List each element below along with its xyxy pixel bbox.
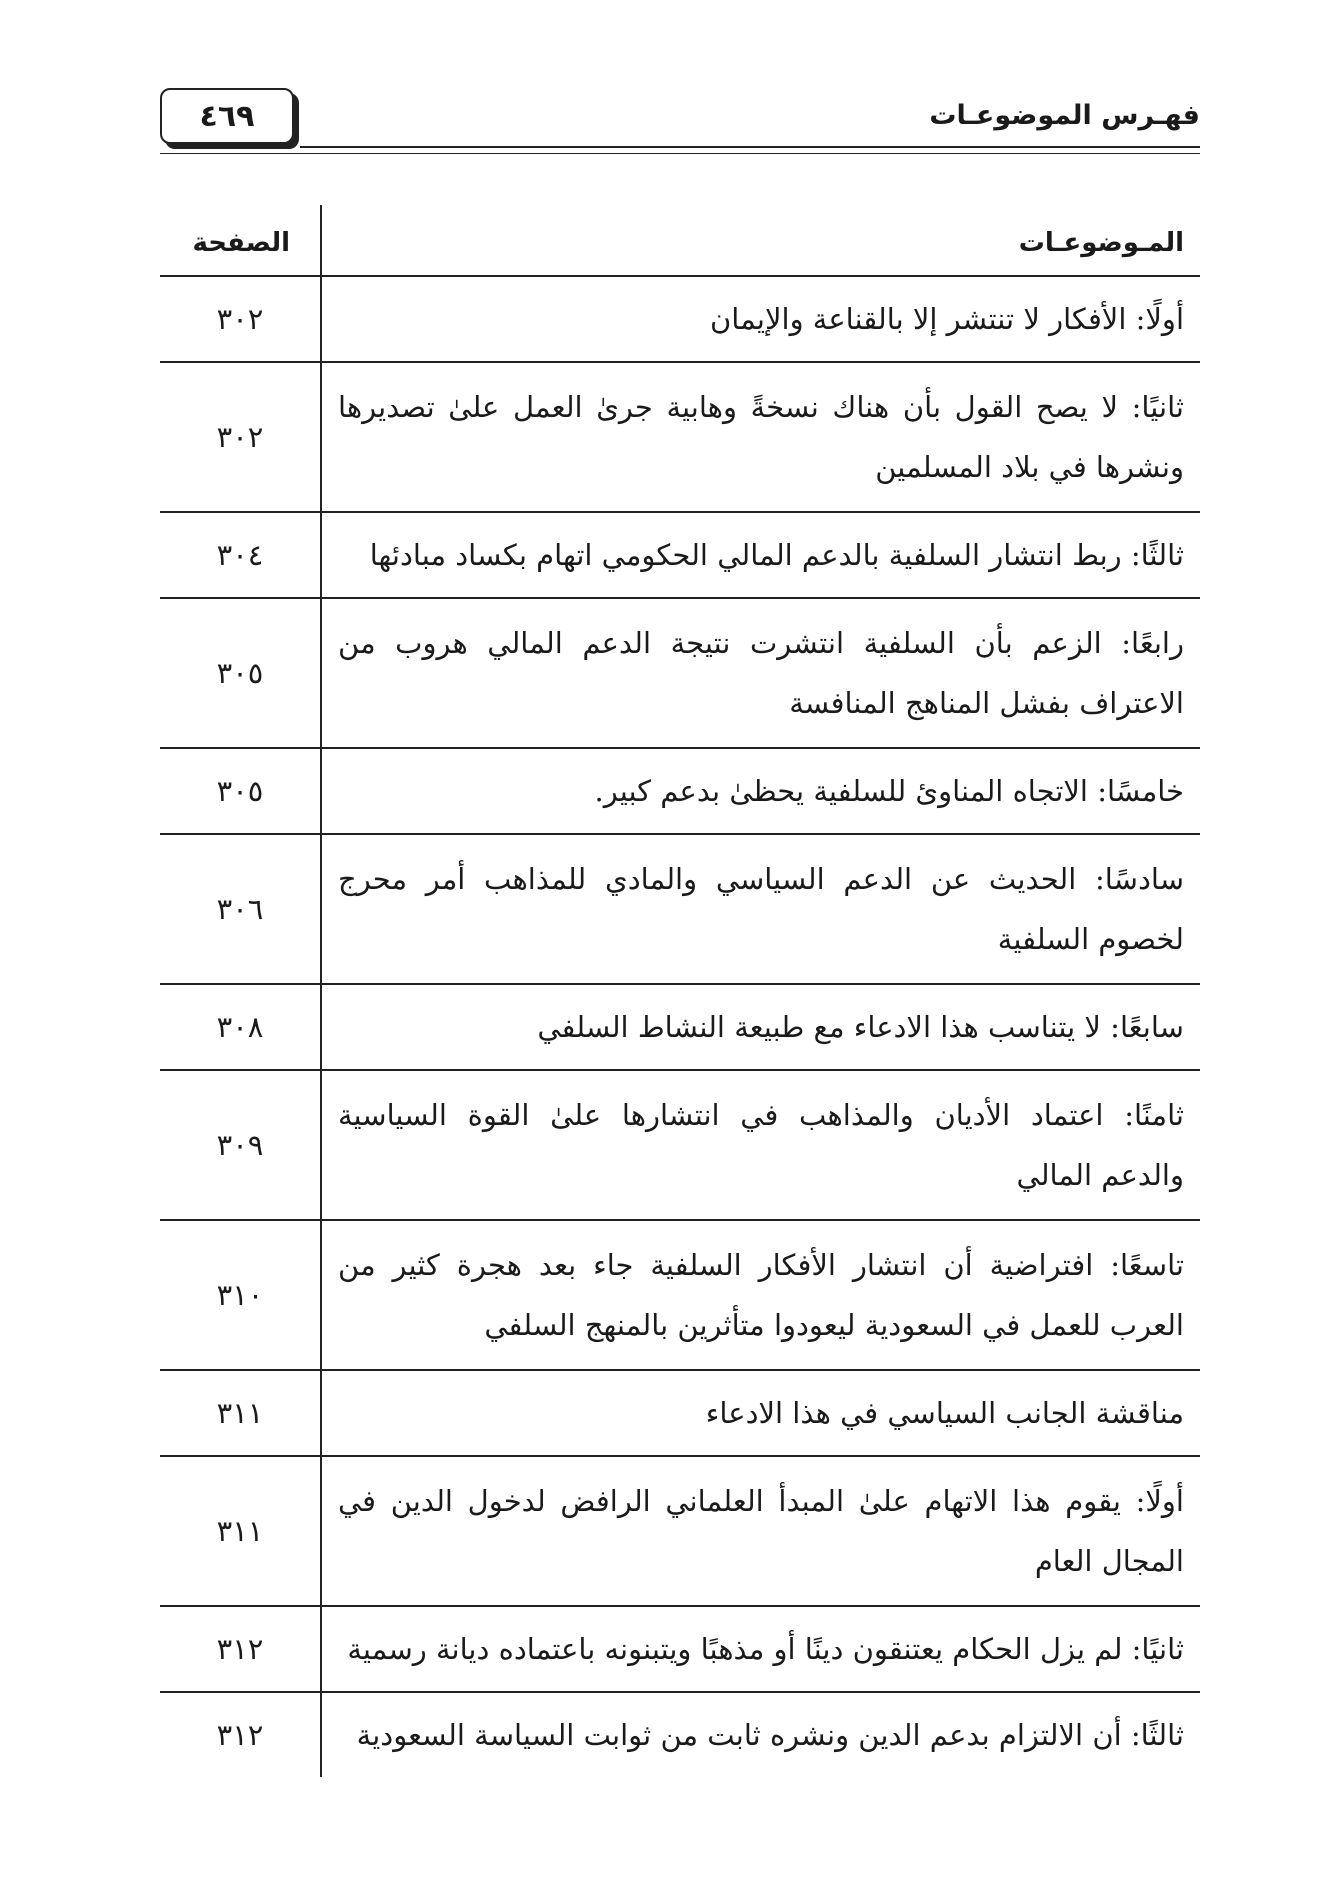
table-row: [160, 985, 1200, 1071]
toc-page: ٣٠٥: [216, 656, 264, 690]
toc-header-topics: المـوضوعـات: [320, 205, 1200, 275]
toc-page: ٣٠٥: [216, 774, 264, 808]
toc-page: ٣١٢: [216, 1632, 264, 1666]
toc-topic: أولًا: الأفكار لا تنتشر إلا بالقناعة والإيمان: [320, 277, 1200, 361]
toc-topic: ثالثًا: ربط انتشار السلفية بالدعم المالي الحكومي اتهام بكساد مبادئها: [320, 513, 1200, 597]
toc-topic: ثالثًا: أن الالتزام بدعم الدين ونشره ثابت من ثوابت السياسة السعودية: [320, 1693, 1200, 1777]
toc-topic: خامسًا: الاتجاه المناوئ للسلفية يحظىٰ بدعم كبير.: [320, 749, 1200, 833]
table-row: [160, 1221, 1200, 1371]
toc-page: ٣١١: [216, 1396, 264, 1430]
running-header: [160, 88, 1200, 158]
toc-topic: ثانيًا: لم يزل الحكام يعتنقون دينًا أو مذهبًا ويتبنونه باعتماده ديانة رسمية: [320, 1607, 1200, 1691]
toc-page: ٣١٠: [216, 1278, 264, 1312]
table-row: [160, 1693, 1200, 1777]
page-number-box: [160, 88, 294, 144]
toc-topic: ثامنًا: اعتماد الأديان والمذاهب في انتشارها علىٰ القوة السياسية والدعم المالي: [320, 1071, 1200, 1219]
page-number: ٤٦٩: [199, 98, 255, 134]
toc-page: ٣٠٦: [216, 892, 264, 926]
toc-topic: تاسعًا: افتراضية أن انتشار الأفكار السلفية جاء بعد هجرة كثير من العرب للعمل في السعودية ليعودوا متأثرين بالمنهج السلفي: [320, 1221, 1200, 1369]
toc-topic: مناقشة الجانب السياسي في هذا الادعاء: [320, 1371, 1200, 1455]
toc-topic: سادسًا: الحديث عن الدعم السياسي والمادي للمذاهب أمر محرج لخصوم السلفية: [320, 835, 1200, 983]
toc-table: [160, 205, 1200, 1777]
table-row: [160, 277, 1200, 363]
table-row: [160, 1457, 1200, 1607]
table-row: [160, 835, 1200, 985]
running-header-title: فهـرس الموضوعـات: [929, 100, 1200, 131]
table-row: [160, 1607, 1200, 1693]
toc-page: ٣٠٨: [216, 1010, 264, 1044]
toc-topic: سابعًا: لا يتناسب هذا الادعاء مع طبيعة النشاط السلفي: [320, 985, 1200, 1069]
toc-page: ٣١١: [216, 1514, 264, 1548]
toc-page: ٣٠٩: [216, 1128, 264, 1162]
toc-page: ٣٠٢: [216, 420, 264, 454]
header-rule: [300, 146, 1200, 148]
toc-topic: أولًا: يقوم هذا الاتهام علىٰ المبدأ العلماني الرافض لدخول الدين في المجال العام: [320, 1457, 1200, 1605]
toc-header-row: [160, 205, 1200, 277]
toc-topic: ثانيًا: لا يصح القول بأن هناك نسخةً وهابية جرىٰ العمل علىٰ تصديرها ونشرها في بلاد المسلمين: [320, 363, 1200, 511]
toc-page: ٣٠٢: [216, 302, 264, 336]
table-row: [160, 749, 1200, 835]
table-row: [160, 513, 1200, 599]
toc-topic: رابعًا: الزعم بأن السلفية انتشرت نتيجة الدعم المالي هروب من الاعتراف بفشل المناهج المنافسة: [320, 599, 1200, 747]
header-rule-thin: [160, 153, 1200, 154]
table-row: [160, 1071, 1200, 1221]
toc-page: ٣٠٤: [216, 538, 264, 572]
table-row: [160, 1371, 1200, 1457]
toc-page: ٣١٢: [216, 1718, 264, 1752]
toc-header-page: الصفحة: [192, 228, 290, 258]
table-row: [160, 363, 1200, 513]
table-row: [160, 599, 1200, 749]
